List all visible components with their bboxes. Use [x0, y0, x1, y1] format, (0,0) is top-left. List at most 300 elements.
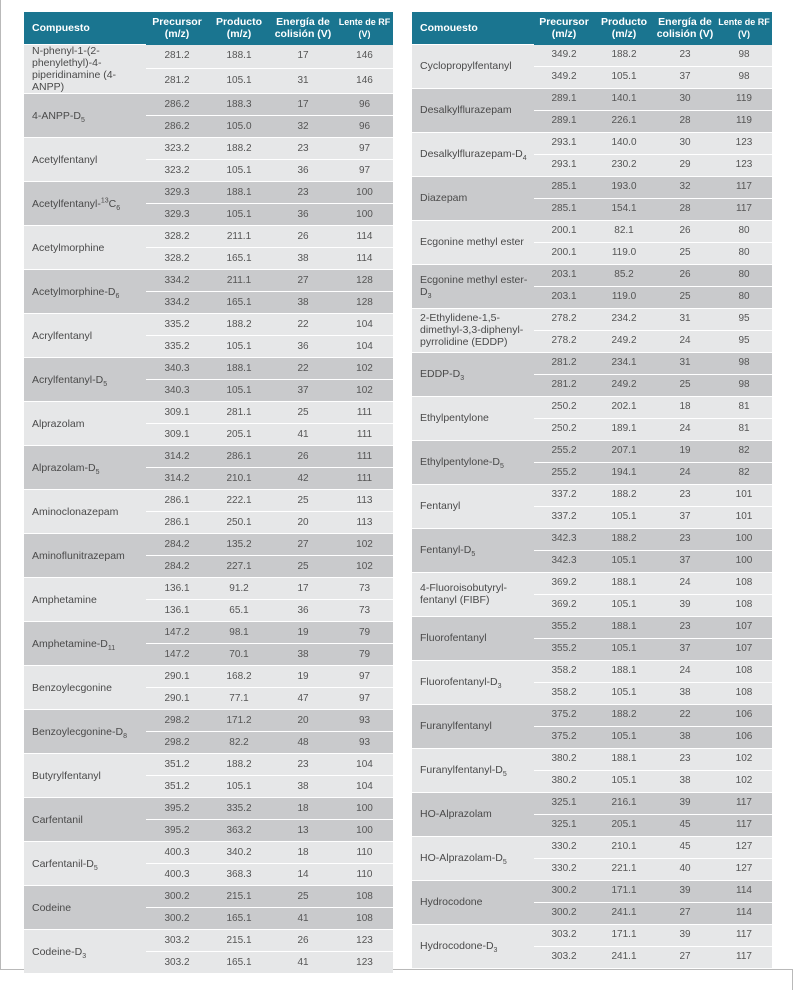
product-value: 105.1: [208, 204, 270, 226]
precursor-value: 309.1: [146, 424, 208, 446]
rf-lens-value: 111: [336, 446, 393, 468]
product-value: 165.1: [208, 908, 270, 930]
table-row: [24, 314, 393, 336]
rf-lens-value: 97: [336, 688, 393, 710]
collision-energy-value: 18: [270, 842, 336, 864]
collision-energy-value: 24: [654, 330, 716, 352]
precursor-value: 337.2: [534, 506, 594, 528]
product-value: 188.2: [594, 45, 654, 67]
collision-energy-value: 23: [654, 748, 716, 770]
product-value: 188.1: [594, 748, 654, 770]
collision-energy-value: 41: [270, 424, 336, 446]
collision-energy-value: 20: [270, 710, 336, 732]
table-row: [412, 352, 772, 374]
precursor-value: 340.3: [146, 380, 208, 402]
collision-energy-value: 25: [654, 374, 716, 396]
precursor-value: 303.2: [146, 930, 208, 952]
table-header-row: [412, 12, 772, 45]
collision-energy-value: 37: [654, 506, 716, 528]
rf-lens-value: 111: [336, 468, 393, 490]
precursor-value: 286.2: [146, 94, 208, 116]
table-row: [412, 132, 772, 154]
table-row: [24, 798, 393, 820]
rf-lens-value: 108: [336, 886, 393, 908]
rf-lens-value: 111: [336, 424, 393, 446]
table-row: [412, 88, 772, 110]
precursor-value: 136.1: [146, 578, 208, 600]
product-value: 70.1: [208, 644, 270, 666]
compound-group: [24, 402, 393, 446]
collision-energy-value: 40: [654, 858, 716, 880]
rf-lens-value: 106: [716, 704, 772, 726]
product-value: 189.1: [594, 418, 654, 440]
compound-name: Fentanyl-$D_5$: [412, 528, 534, 572]
collision-energy-value: 25: [270, 490, 336, 512]
collision-energy-value: 19: [270, 622, 336, 644]
table-row: [24, 45, 393, 69]
collision-energy-value: 38: [654, 726, 716, 748]
collision-energy-value: 28: [654, 110, 716, 132]
precursor-value: 303.2: [146, 952, 208, 974]
header-collision-energy: Energía de colisión (V): [654, 12, 716, 45]
collision-energy-value: 38: [654, 682, 716, 704]
table-row: [412, 220, 772, 242]
table-row: [412, 924, 772, 946]
table-row: [24, 754, 393, 776]
precursor-value: 284.2: [146, 556, 208, 578]
rf-lens-value: 114: [716, 902, 772, 924]
collision-energy-value: 27: [270, 534, 336, 556]
precursor-value: 351.2: [146, 754, 208, 776]
collision-energy-value: 38: [270, 644, 336, 666]
rf-lens-value: 102: [716, 748, 772, 770]
compound-name: Codeine: [24, 886, 146, 930]
precursor-value: 314.2: [146, 468, 208, 490]
compound-name: Alprazolam-$D_5$: [24, 446, 146, 490]
rf-lens-value: 127: [716, 836, 772, 858]
compound-group: [412, 572, 772, 616]
compound-table-left: [24, 12, 393, 973]
collision-energy-value: 39: [654, 924, 716, 946]
collision-energy-value: 47: [270, 688, 336, 710]
product-value: 221.1: [594, 858, 654, 880]
compound-name: Amphetamine: [24, 578, 146, 622]
product-value: 210.1: [208, 468, 270, 490]
rf-lens-value: 102: [336, 380, 393, 402]
rf-lens-value: 102: [336, 556, 393, 578]
product-value: 105.1: [594, 550, 654, 572]
product-value: 105.1: [208, 336, 270, 358]
collision-energy-value: 38: [270, 292, 336, 314]
table-row: [412, 45, 772, 67]
collision-energy-value: 26: [270, 226, 336, 248]
rf-lens-value: 110: [336, 864, 393, 886]
precursor-value: 334.2: [146, 270, 208, 292]
precursor-value: 200.1: [534, 220, 594, 242]
product-value: 140.1: [594, 88, 654, 110]
collision-energy-value: 36: [270, 204, 336, 226]
compound-name: Aminoclonazepam: [24, 490, 146, 534]
rf-lens-value: 96: [336, 116, 393, 138]
compound-name: 4-Fluoroisobutyryl-fentanyl (FIBF): [412, 572, 534, 616]
table-row: [412, 528, 772, 550]
precursor-value: 203.1: [534, 264, 594, 286]
collision-energy-value: 26: [270, 930, 336, 952]
product-value: 135.2: [208, 534, 270, 556]
precursor-value: 290.1: [146, 688, 208, 710]
product-value: 215.1: [208, 886, 270, 908]
precursor-value: 314.2: [146, 446, 208, 468]
compound-group: [412, 264, 772, 308]
collision-energy-value: 38: [270, 248, 336, 270]
compound-name: Benzoylecgonine: [24, 666, 146, 710]
product-value: 105.1: [594, 682, 654, 704]
precursor-value: 323.2: [146, 138, 208, 160]
compound-group: [412, 748, 772, 792]
rf-lens-value: 128: [336, 292, 393, 314]
compound-group: [24, 182, 393, 226]
compound-name: Alprazolam: [24, 402, 146, 446]
collision-energy-value: 18: [270, 798, 336, 820]
compound-name: Hydrocodone: [412, 880, 534, 924]
precursor-value: 337.2: [534, 484, 594, 506]
rf-lens-value: 104: [336, 776, 393, 798]
compound-name: Aminoflunitrazepam: [24, 534, 146, 578]
rf-lens-value: 114: [716, 880, 772, 902]
precursor-value: 303.2: [534, 946, 594, 968]
table-row: [412, 396, 772, 418]
collision-energy-value: 32: [654, 176, 716, 198]
rf-lens-value: 101: [716, 506, 772, 528]
precursor-value: 203.1: [534, 286, 594, 308]
precursor-value: 330.2: [534, 858, 594, 880]
product-value: 105.0: [208, 116, 270, 138]
collision-energy-value: 22: [654, 704, 716, 726]
compound-group: [24, 45, 393, 94]
table-row: [24, 446, 393, 468]
compound-name: Desalkylflurazepam-$D_4$: [412, 132, 534, 176]
rf-lens-value: 95: [716, 330, 772, 352]
table-row: [24, 182, 393, 204]
collision-energy-value: 23: [270, 182, 336, 204]
product-value: 241.1: [594, 946, 654, 968]
compound-group: [412, 880, 772, 924]
product-value: 188.1: [208, 358, 270, 380]
collision-energy-value: 25: [654, 286, 716, 308]
rf-lens-value: 73: [336, 600, 393, 622]
precursor-value: 286.1: [146, 512, 208, 534]
product-value: 363.2: [208, 820, 270, 842]
rf-lens-value: 100: [336, 182, 393, 204]
product-value: 165.1: [208, 248, 270, 270]
compound-name: Desalkylflurazepam: [412, 88, 534, 132]
table-row: [412, 484, 772, 506]
precursor-value: 400.3: [146, 842, 208, 864]
compound-group: [24, 314, 393, 358]
product-value: 188.1: [594, 572, 654, 594]
compound-name: Fluorofentanyl-$D_3$: [412, 660, 534, 704]
rf-lens-value: 102: [716, 770, 772, 792]
precursor-value: 250.2: [534, 396, 594, 418]
collision-energy-value: 25: [270, 402, 336, 424]
table-row: [24, 622, 393, 644]
collision-energy-value: 19: [270, 666, 336, 688]
rf-lens-value: 100: [336, 204, 393, 226]
table-row: [412, 440, 772, 462]
collision-energy-value: 31: [270, 69, 336, 94]
rf-lens-value: 113: [336, 512, 393, 534]
product-value: 188.2: [208, 138, 270, 160]
rf-lens-value: 108: [716, 682, 772, 704]
precursor-value: 250.2: [534, 418, 594, 440]
product-value: 105.1: [208, 69, 270, 94]
rf-lens-value: 100: [716, 528, 772, 550]
product-value: 230.2: [594, 154, 654, 176]
precursor-value: 289.1: [534, 88, 594, 110]
product-value: 188.2: [208, 314, 270, 336]
precursor-value: 335.2: [146, 314, 208, 336]
collision-energy-value: 24: [654, 660, 716, 682]
precursor-value: 395.2: [146, 798, 208, 820]
rf-lens-value: 119: [716, 110, 772, 132]
compound-group: [412, 45, 772, 89]
collision-energy-value: 13: [270, 820, 336, 842]
compound-name: 2-Ethylidene-1,5-dimethyl-3,3-diphenyl-pyrrolidine (EDDP): [412, 308, 534, 352]
collision-energy-value: 37: [270, 380, 336, 402]
product-value: 77.1: [208, 688, 270, 710]
precursor-value: 358.2: [534, 682, 594, 704]
collision-energy-value: 39: [654, 792, 716, 814]
compound-group: [412, 396, 772, 440]
product-value: 171.1: [594, 924, 654, 946]
rf-lens-value: 102: [336, 534, 393, 556]
product-value: 188.3: [208, 94, 270, 116]
compound-group: [24, 358, 393, 402]
product-value: 65.1: [208, 600, 270, 622]
header-product: Producto (m/z): [208, 12, 270, 45]
precursor-value: 281.2: [534, 352, 594, 374]
precursor-value: 285.1: [534, 176, 594, 198]
precursor-value: 375.2: [534, 726, 594, 748]
precursor-value: 303.2: [534, 924, 594, 946]
collision-energy-value: 31: [654, 352, 716, 374]
product-value: 188.1: [594, 660, 654, 682]
compound-group: [24, 666, 393, 710]
collision-energy-value: 23: [654, 45, 716, 67]
precursor-value: 255.2: [534, 462, 594, 484]
product-value: 140.0: [594, 132, 654, 154]
table-row: [24, 402, 393, 424]
precursor-value: 309.1: [146, 402, 208, 424]
compound-name: EDDP-$D_3$: [412, 352, 534, 396]
precursor-value: 330.2: [534, 836, 594, 858]
collision-energy-value: 39: [654, 880, 716, 902]
product-value: 171.1: [594, 880, 654, 902]
collision-energy-value: 17: [270, 45, 336, 69]
rf-lens-value: 117: [716, 946, 772, 968]
collision-energy-value: 37: [654, 550, 716, 572]
rf-lens-value: 110: [336, 842, 393, 864]
product-value: 205.1: [594, 814, 654, 836]
precursor-value: 380.2: [534, 770, 594, 792]
precursor-value: 329.3: [146, 204, 208, 226]
product-value: 119.0: [594, 242, 654, 264]
product-value: 216.1: [594, 792, 654, 814]
product-value: 188.1: [208, 182, 270, 204]
compound-name: Furanylfentanyl: [412, 704, 534, 748]
collision-energy-value: 30: [654, 88, 716, 110]
rf-lens-value: 97: [336, 160, 393, 182]
precursor-value: 328.2: [146, 248, 208, 270]
table-row: [24, 842, 393, 864]
collision-energy-value: 45: [654, 836, 716, 858]
rf-lens-value: 117: [716, 198, 772, 220]
precursor-value: 147.2: [146, 622, 208, 644]
rf-lens-value: 117: [716, 176, 772, 198]
rf-lens-value: 146: [336, 45, 393, 69]
product-value: 85.2: [594, 264, 654, 286]
precursor-value: 200.1: [534, 242, 594, 264]
product-value: 171.2: [208, 710, 270, 732]
collision-energy-value: 31: [654, 308, 716, 330]
compound-group: [412, 352, 772, 396]
compound-name: Cyclopropylfentanyl: [412, 45, 534, 89]
product-value: 250.1: [208, 512, 270, 534]
compound-group: [24, 534, 393, 578]
compound-group: [24, 94, 393, 138]
collision-energy-value: 36: [270, 160, 336, 182]
product-value: 368.3: [208, 864, 270, 886]
compound-group: [24, 842, 393, 886]
product-value: 249.2: [594, 374, 654, 396]
rf-lens-value: 106: [716, 726, 772, 748]
precursor-value: 342.3: [534, 528, 594, 550]
collision-energy-value: 30: [654, 132, 716, 154]
precursor-value: 351.2: [146, 776, 208, 798]
precursor-value: 278.2: [534, 308, 594, 330]
precursor-value: 335.2: [146, 336, 208, 358]
collision-energy-value: 26: [654, 220, 716, 242]
product-value: 105.1: [208, 160, 270, 182]
product-value: 227.1: [208, 556, 270, 578]
collision-energy-value: 27: [654, 946, 716, 968]
precursor-value: 281.2: [534, 374, 594, 396]
compound-group: [24, 622, 393, 666]
product-value: 194.1: [594, 462, 654, 484]
header-compound: Comouesto: [412, 12, 534, 45]
product-value: 234.2: [594, 308, 654, 330]
collision-energy-value: 42: [270, 468, 336, 490]
collision-energy-value: 20: [270, 512, 336, 534]
precursor-value: 278.2: [534, 330, 594, 352]
collision-energy-value: 36: [270, 600, 336, 622]
rf-lens-value: 98: [716, 45, 772, 67]
product-value: 82.1: [594, 220, 654, 242]
table-row: [412, 836, 772, 858]
rf-lens-value: 80: [716, 286, 772, 308]
rf-lens-value: 98: [716, 66, 772, 88]
rf-lens-value: 101: [716, 484, 772, 506]
table-row: [24, 490, 393, 512]
product-value: 241.1: [594, 902, 654, 924]
product-value: 234.1: [594, 352, 654, 374]
precursor-value: 147.2: [146, 644, 208, 666]
table-row: [24, 930, 393, 952]
collision-energy-value: 26: [270, 446, 336, 468]
precursor-value: 300.2: [146, 908, 208, 930]
table-row: [412, 616, 772, 638]
compound-group: [24, 446, 393, 490]
compound-group: [412, 176, 772, 220]
collision-energy-value: 23: [654, 616, 716, 638]
compound-name: Acetylmorphine-$D_6$: [24, 270, 146, 314]
compound-name: Hydrocodone-$D_3$: [412, 924, 534, 968]
rf-lens-value: 82: [716, 462, 772, 484]
compound-name: Amphetamine-$D_{11}$: [24, 622, 146, 666]
precursor-value: 355.2: [534, 638, 594, 660]
compound-group: [24, 710, 393, 754]
product-value: 193.0: [594, 176, 654, 198]
table-row: [412, 748, 772, 770]
precursor-value: 334.2: [146, 292, 208, 314]
collision-energy-value: 45: [654, 814, 716, 836]
collision-energy-value: 25: [270, 886, 336, 908]
rf-lens-value: 117: [716, 924, 772, 946]
rf-lens-value: 107: [716, 638, 772, 660]
product-value: 286.1: [208, 446, 270, 468]
collision-energy-value: 32: [270, 116, 336, 138]
precursor-value: 349.2: [534, 66, 594, 88]
compound-table-right: [412, 12, 772, 968]
compound-group: [412, 132, 772, 176]
product-value: 211.1: [208, 226, 270, 248]
rf-lens-value: 107: [716, 616, 772, 638]
compound-name: Codeine-$D_3$: [24, 930, 146, 974]
collision-energy-value: 23: [270, 138, 336, 160]
collision-energy-value: 24: [654, 418, 716, 440]
product-value: 222.1: [208, 490, 270, 512]
collision-energy-value: 26: [654, 264, 716, 286]
rf-lens-value: 128: [336, 270, 393, 292]
precursor-value: 285.1: [534, 198, 594, 220]
rf-lens-value: 79: [336, 644, 393, 666]
precursor-value: 325.1: [534, 814, 594, 836]
collision-energy-value: 22: [270, 314, 336, 336]
compound-name: $HO-Alprazolam-D_5$: [412, 836, 534, 880]
compound-name: Fentanyl: [412, 484, 534, 528]
compound-group: [412, 836, 772, 880]
compound-name: Acrylfentanyl: [24, 314, 146, 358]
rf-lens-value: 108: [336, 908, 393, 930]
precursor-value: 380.2: [534, 748, 594, 770]
rf-lens-value: 114: [336, 226, 393, 248]
collision-energy-value: 38: [270, 776, 336, 798]
rf-lens-value: 80: [716, 264, 772, 286]
compound-name: HO-Alprazolam: [412, 792, 534, 836]
rf-lens-value: 97: [336, 138, 393, 160]
compound-name: Acrylfentanyl-$D_5$: [24, 358, 146, 402]
rf-lens-value: 100: [716, 550, 772, 572]
table-row: [24, 534, 393, 556]
table-row: [24, 886, 393, 908]
product-value: 105.1: [594, 770, 654, 792]
header-precursor: Precursor (m/z): [146, 12, 208, 45]
compound-name: Fluorofentanyl: [412, 616, 534, 660]
rf-lens-value: 80: [716, 242, 772, 264]
precursor-value: 340.3: [146, 358, 208, 380]
compound-name: Acetylfentanyl: [24, 138, 146, 182]
precursor-value: 342.3: [534, 550, 594, 572]
